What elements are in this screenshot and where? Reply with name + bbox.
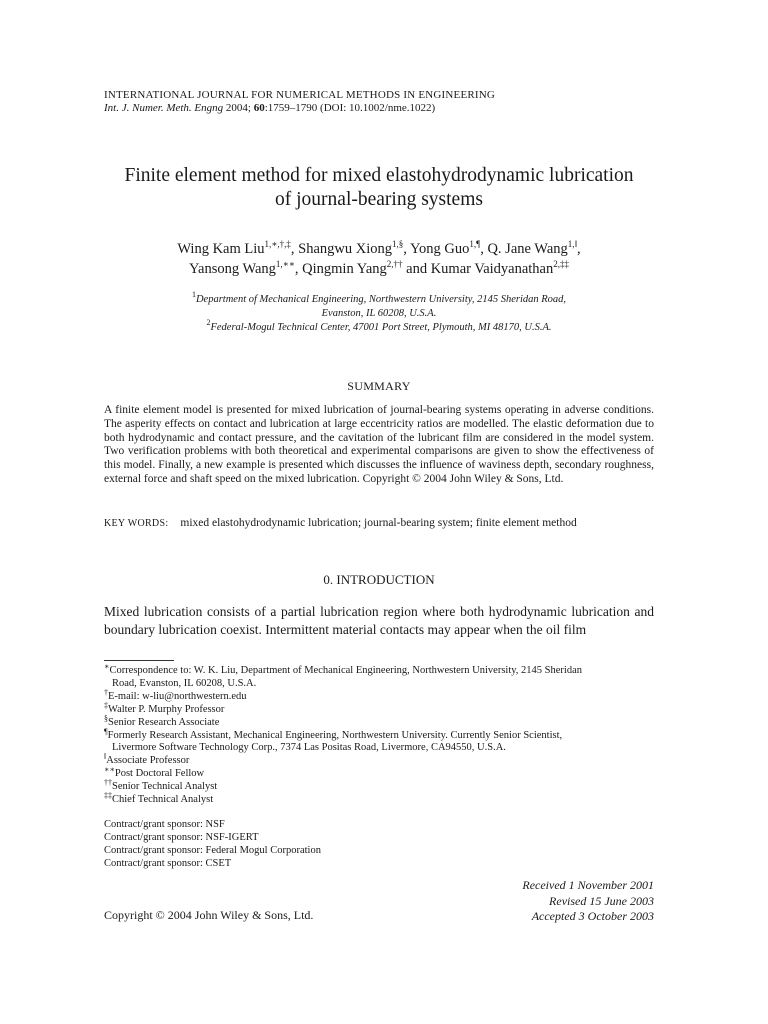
footnote — [104, 791, 654, 807]
footnote — [104, 713, 654, 730]
footnote-mark: ∗∗ — [104, 765, 115, 775]
footnote — [104, 687, 654, 704]
date-line: Accepted 3 October 2003 — [531, 909, 654, 923]
footnote-line — [104, 752, 654, 768]
author-marks: 2,‡‡ — [553, 259, 569, 269]
footnote-line — [104, 765, 654, 781]
paper-title-line: of journal-bearing systems — [275, 189, 483, 210]
journal-abbreviation: Int. J. Numer. Meth. Engng — [104, 102, 224, 114]
keywords — [104, 516, 654, 531]
copyright-line: Copyright © 2004 John Wiley & Sons, Ltd. — [104, 908, 314, 922]
footnote-mark: ‖ — [104, 752, 107, 762]
footnote-line — [104, 726, 654, 743]
footnote-text: Senior Technical Analyst — [112, 781, 218, 793]
paper-title-line: Finite element method for mixed elastohydrodynamic lubrication — [124, 165, 634, 186]
introduction-text: Mixed lubrication consists of a partial lubrication region where both hydrodynamic lubrication and boundary lubrication coexist. Intermittent material contacts may appear when the oil film — [104, 604, 654, 637]
footnote-mark: † — [104, 687, 108, 697]
author-marks: 1,∗,†,‡ — [264, 239, 291, 249]
paper-title — [104, 164, 654, 212]
author-name: Yong Guo — [410, 241, 470, 257]
date-line: Received 1 November 2001 — [522, 878, 654, 892]
footnote-mark: ¶ — [104, 726, 108, 736]
footnote-text: Correspondence to: W. K. Liu, Department of Mechanical Engineering, Northwestern University, 2145 Sheridan — [109, 665, 583, 676]
affiliation-text: Federal-Mogul Technical Center, 47001 Port Street, Plymouth, MI 48170, U.S.A. — [210, 322, 552, 333]
footnote — [104, 765, 654, 781]
footnote — [104, 700, 654, 717]
footnote-text: Chief Technical Analyst — [112, 794, 214, 806]
author-name: Wing Kam Liu — [177, 241, 265, 257]
footnote-line — [104, 778, 654, 794]
author-line: Yansong Wang$^{1,∗∗}$, Qingmin Yang$^{2,\dagger\dagger}$ and Kumar Vaidyanathan$^{2,\ddagger\ddagger}$ — [188, 259, 569, 277]
footnote-line — [104, 687, 654, 704]
footnote-mark: ‡‡ — [104, 791, 112, 801]
summary-heading: SUMMARY — [347, 379, 411, 393]
author-marks: 1,∗∗ — [275, 259, 295, 269]
footnote-line — [104, 700, 654, 717]
footnote — [104, 662, 654, 691]
author-name: Q. Jane Wang — [487, 241, 568, 257]
affiliation-text: Evanston, IL 60208, U.S.A. — [321, 308, 437, 319]
citation-year: 2004; — [223, 102, 254, 114]
affiliation-line — [104, 318, 654, 335]
footnote-line — [104, 713, 654, 730]
footnote-mark: †† — [104, 778, 112, 788]
footnote-text: Post Doctoral Fellow — [114, 768, 205, 780]
footnote-text: Senior Research Associate — [108, 716, 220, 728]
author-marks: 1,‖ — [567, 239, 578, 249]
affiliations — [104, 290, 654, 335]
footnote-text: Livermore Software Technology Corp., 7374 Las Positas Road, Livermore, CA94550, U.S.A. — [112, 742, 506, 754]
footnote-line — [104, 791, 654, 807]
sponsor-line: Contract/grant sponsor: NSF-IGERT — [104, 831, 259, 843]
sponsor-line: Contract/grant sponsor: NSF — [104, 819, 225, 830]
footnotes — [104, 662, 654, 807]
footnote-text: Associate Professor — [106, 755, 190, 767]
footnote-text: Walter P. Murphy Professor — [108, 703, 225, 715]
author-name: Qingmin Yang — [302, 261, 387, 277]
footnote — [104, 778, 654, 794]
section-heading-introduction: 0. INTRODUCTION — [323, 572, 435, 587]
journal-name: INTERNATIONAL JOURNAL FOR NUMERICAL METHODS IN ENGINEERING — [104, 89, 496, 101]
abstract-text: A finite element model is presented for mixed lubrication of journal-bearing systems operating in adverse conditions. The asperity effects on contact and lubrication at large eccentricity ratios are modelled. The elastic deformation due to both hydrodynamic and contact pressure, and the cavitation of the lubricant film are considered in the model system. Two verification problems with both theoretical and experimental comparisons are given to show the effectiveness of this model. Finally, a new example is presented which discusses the influence of waviness depth, secondary roughness, external force and shaft speed on the mixed lubrication. Copyright © 2004 John Wiley & Sons, Ltd. — [104, 404, 654, 485]
affiliation-text: Department of Mechanical Engineering, Northwestern University, 2145 Sheridan Road, — [195, 294, 567, 305]
citation-pages-doi: :1759–1790 (DOI: 10.1002/nme.1022) — [264, 102, 436, 114]
footnote-text: E-mail: w-liu@northwestern.edu — [108, 690, 247, 702]
footnote-mark: ∗ — [104, 662, 110, 671]
author-marks: 2,†† — [386, 259, 403, 269]
footnote — [104, 752, 654, 768]
citation-volume: 60 — [253, 102, 265, 114]
keywords-list: mixed elastohydrodynamic lubrication; journal-bearing system; finite element method — [180, 517, 577, 529]
sponsor-line: Contract/grant sponsor: Federal Mogul Corporation — [104, 844, 321, 856]
author-marks: 1,§ — [392, 239, 404, 249]
author-marks: 1,¶ — [469, 239, 481, 249]
date-line: Revised 15 June 2003 — [549, 893, 654, 908]
footnote — [104, 726, 654, 756]
footnote-line — [104, 742, 654, 755]
affiliation-line — [104, 307, 654, 321]
footnote-rule — [104, 660, 174, 661]
citation-line — [104, 101, 654, 115]
footnote-text: Road, Evanston, IL 60208, U.S.A. — [112, 677, 257, 689]
affiliation-line — [104, 290, 654, 307]
footnote-line — [104, 662, 654, 678]
author-list — [104, 239, 654, 279]
grant-sponsors — [104, 819, 654, 871]
footnote-mark: § — [104, 713, 108, 723]
author-line: Wing Kam Liu$^{1,∗,\dagger,\ddagger}$, Shangwu Xiong$^{1,\S}$, Yong Guo$^{1,\P}$, Q. Jane Wang$^{1,‖}$, — [177, 239, 581, 257]
footnote-line — [104, 678, 654, 691]
author-name: Shangwu Xiong — [298, 241, 393, 257]
author-name: Kumar Vaidyanathan — [430, 261, 554, 277]
affiliation-mark: 2 — [206, 318, 211, 327]
keywords-label: KEY WORDS: — [104, 518, 169, 529]
affiliation-mark: 1 — [191, 290, 196, 299]
author-name: Yansong Wang — [188, 261, 276, 277]
footnote-text: Formerly Research Assistant, Mechanical Engineering, Northwestern University. Currently Senior Scientist, — [107, 729, 563, 741]
sponsor-line: Contract/grant sponsor: CSET — [104, 857, 232, 869]
footnote-mark: ‡ — [104, 700, 108, 710]
